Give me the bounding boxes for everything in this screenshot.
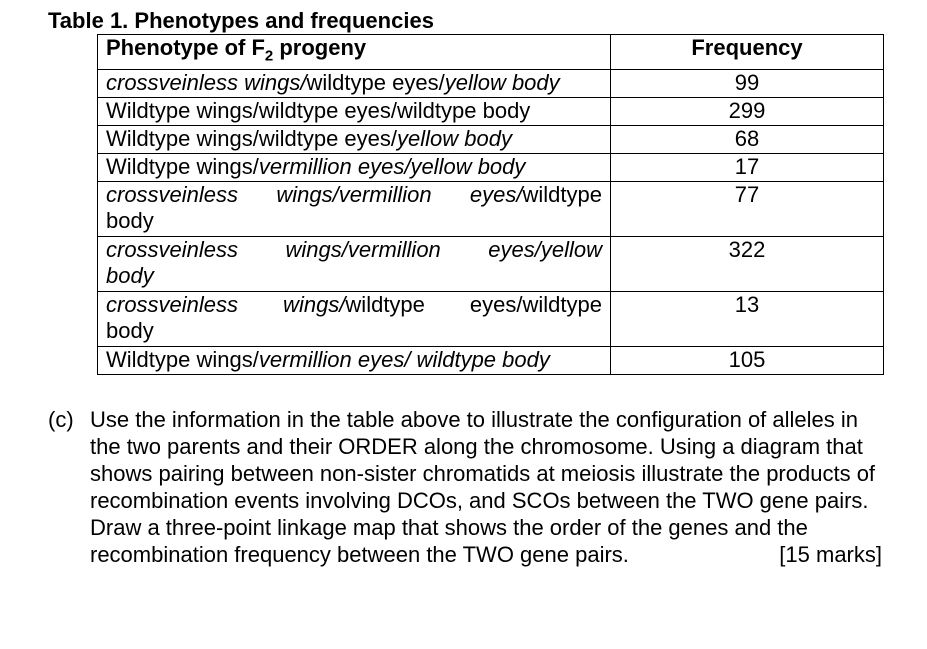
phenotype-line: [106, 182, 602, 208]
question-text: Use the information in the table above to illustrate the configuration of alleles in the two parents and their ORDER along the chromosome. Using a diagram that shows pairing between non-sister chromatids at meiosis illustrate the products of recombination events involving DCOs, and SCOs between the TWO gene pairs. Draw a three-point linkage map that shows the order of the genes and the recombination frequency between the TWO gene pairs.: [90, 407, 876, 567]
phenotype-segment: vermillion eyes/ wildtype body: [258, 347, 550, 373]
phenotype-segment: body: [106, 263, 154, 289]
table-row: [98, 347, 884, 375]
phenotype-line: [106, 292, 602, 318]
phenotype-header-subscript: 2: [264, 47, 274, 65]
frequency-column-header: Frequency: [611, 35, 884, 70]
phenotype-line: [106, 154, 602, 180]
phenotype-table: [97, 34, 884, 375]
phenotype-segment: body: [106, 208, 154, 234]
phenotype-segment: wildtype eyes/: [306, 70, 445, 96]
phenotype-segment: crossveinless wings/vermillion eyes/: [106, 182, 523, 208]
phenotype-cell: [98, 182, 611, 237]
phenotype-header-prefix: Phenotype of F: [106, 35, 265, 60]
question-c: [48, 406, 882, 568]
frequency-cell: 99: [611, 70, 884, 98]
phenotype-header-suffix: progeny: [273, 35, 367, 60]
table-row: [98, 182, 884, 237]
frequency-cell: 322: [611, 237, 884, 292]
phenotype-cell: [98, 292, 611, 347]
question-label: (c): [48, 407, 74, 432]
phenotype-segment: wildtype: [522, 182, 602, 208]
phenotype-line: [106, 70, 602, 96]
table-row: [98, 126, 884, 154]
phenotype-cell: [98, 98, 611, 126]
table-row: [98, 98, 884, 126]
phenotype-segment: wildtype eyes/wildtype: [345, 292, 602, 318]
phenotype-segment: crossveinless wings/vermillion eyes/yellow: [106, 237, 602, 263]
table-caption: Table 1. Phenotypes and frequencies: [48, 8, 434, 33]
phenotype-cell: [98, 70, 611, 98]
phenotype-segment: Wildtype wings/wildtype eyes/: [106, 126, 398, 152]
phenotype-cell: [98, 347, 611, 375]
table-header-row: [98, 35, 884, 70]
phenotype-line: [106, 208, 602, 234]
question-marks: [15 marks]: [779, 542, 882, 567]
phenotype-segment: yellow body: [444, 70, 560, 96]
frequency-cell: 17: [611, 154, 884, 182]
phenotype-line: [106, 98, 602, 124]
frequency-cell: 105: [611, 347, 884, 375]
frequency-cell: 13: [611, 292, 884, 347]
phenotype-segment: Wildtype wings/: [106, 154, 259, 180]
phenotype-line: [106, 263, 602, 289]
table-row: [98, 70, 884, 98]
phenotype-segment: Wildtype wings/wildtype eyes/wildtype body: [106, 98, 531, 124]
phenotype-segment: yellow body: [397, 126, 512, 152]
phenotype-segment: body: [106, 318, 154, 344]
table-row: [98, 237, 884, 292]
phenotype-line: [106, 126, 602, 152]
table-row: [98, 292, 884, 347]
phenotype-line: [106, 237, 602, 263]
phenotype-column-header: [98, 35, 611, 70]
phenotype-cell: [98, 154, 611, 182]
frequency-cell: 299: [611, 98, 884, 126]
phenotype-segment: crossveinless wings/: [106, 70, 307, 96]
frequency-cell: 68: [611, 126, 884, 154]
frequency-cell: 77: [611, 182, 884, 237]
phenotype-segment: crossveinless wings/: [106, 292, 346, 318]
phenotype-line: [106, 318, 602, 344]
phenotype-line: [106, 347, 602, 373]
phenotype-segment: Wildtype wings/: [106, 347, 259, 373]
phenotype-segment: vermillion eyes/yellow body: [258, 154, 526, 180]
phenotype-cell: [98, 126, 611, 154]
table-body: [98, 70, 884, 375]
phenotype-cell: [98, 237, 611, 292]
table-row: [98, 154, 884, 182]
